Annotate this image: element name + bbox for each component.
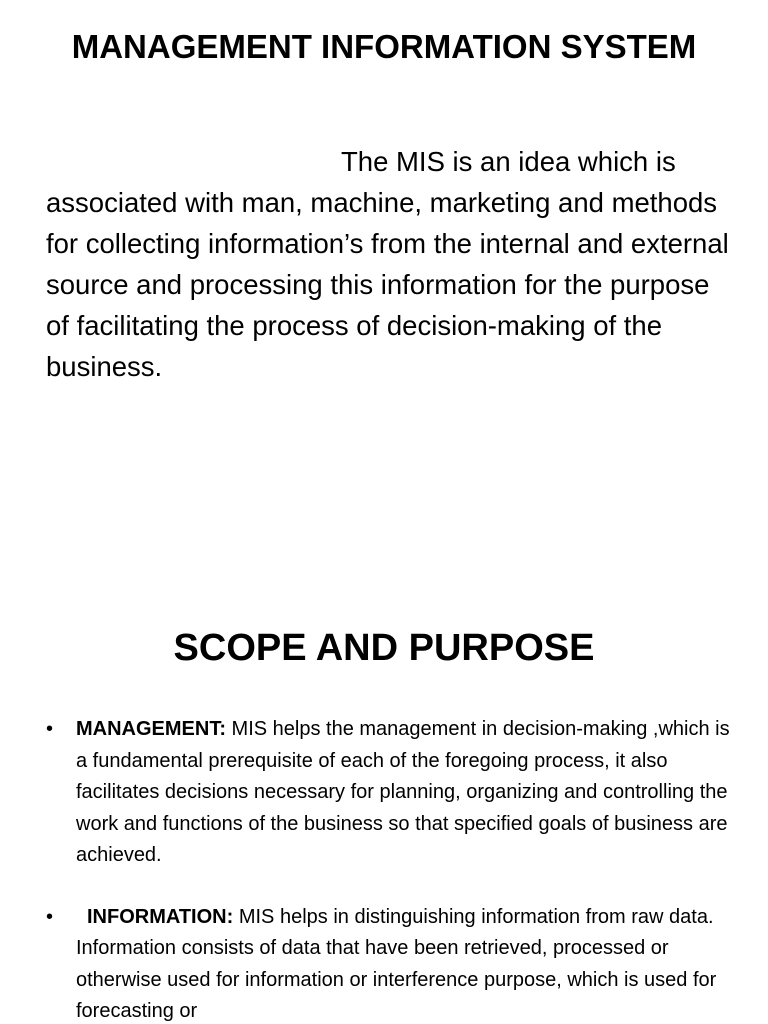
- bullet-list: [46, 714, 736, 1024]
- slide-title: MANAGEMENT INFORMATION SYSTEM: [71, 28, 697, 65]
- bullet-item-management: [46, 714, 736, 872]
- slide-title: SCOPE AND PURPOSE: [173, 627, 595, 669]
- bullet-text: MIS helps the management in decision-making ,which is a fundamental prerequisite of each of the foregoing process, it also facilitates decisions necessary for planning, organizing and controlling the work and functions of the business so that specified goals of business are achieved.: [76, 718, 730, 866]
- bullet-term: INFORMATION:: [87, 905, 234, 928]
- slide-scope-and-purpose: [0, 512, 768, 1024]
- bullet-text: MIS helps in distinguishing information from raw data. Information consists of data that have been retrieved, processed or otherwise used for information or interference purpose, which is used for forecasting or: [76, 905, 717, 1022]
- bullet-item-information: [46, 902, 736, 1024]
- bullet-term: MANAGEMENT:: [76, 718, 226, 740]
- mis-definition-text: The MIS is an idea which is associated with man, machine, marketing and methods for collecting information’s from the internal and external source and processing this information for the purpose of facilitating the process of decision-making of the business.: [46, 146, 729, 382]
- mis-definition-paragraph: [46, 141, 736, 387]
- bullet-icon: •: [46, 718, 54, 740]
- bullet-icon: •: [46, 905, 54, 928]
